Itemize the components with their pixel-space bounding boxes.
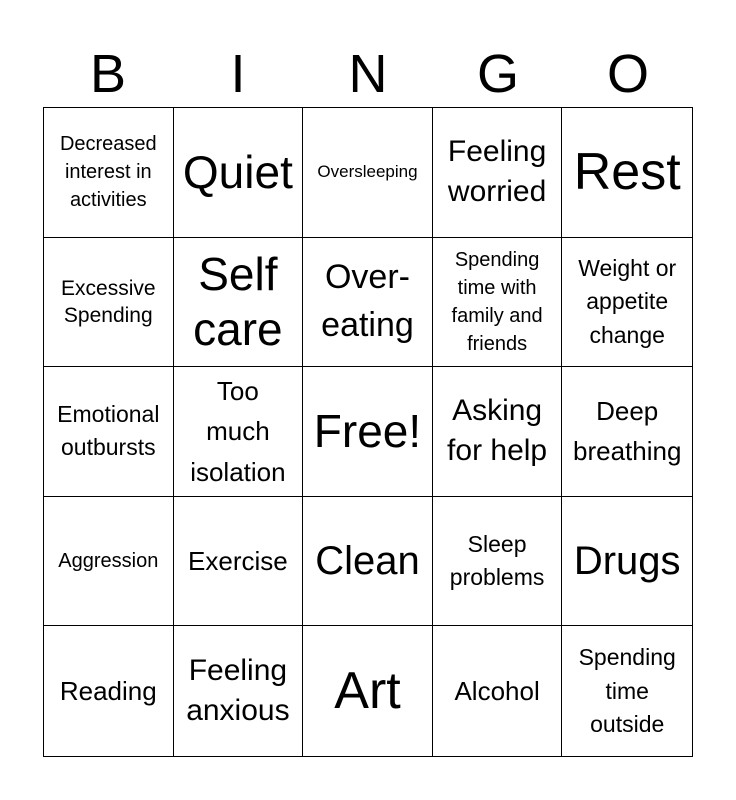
cell-label: Spending time with family and friends bbox=[451, 248, 543, 355]
bingo-cell-r4c5[interactable] bbox=[562, 497, 692, 627]
bingo-cell-r3c1[interactable] bbox=[44, 367, 174, 497]
bingo-cell-r5c3[interactable] bbox=[303, 626, 433, 756]
bingo-cell-r1c5[interactable] bbox=[562, 108, 692, 238]
bingo-cell-r4c4[interactable] bbox=[433, 497, 563, 627]
bingo-cell-r2c5[interactable] bbox=[562, 238, 692, 368]
header-letter-o: O bbox=[606, 44, 649, 104]
cell-label: Self care bbox=[193, 247, 283, 355]
bingo-cell-r5c2[interactable] bbox=[174, 626, 304, 756]
cell-label: Spending time outside bbox=[578, 644, 676, 737]
cell-label: Drugs bbox=[573, 539, 681, 584]
bingo-cell-r5c1[interactable] bbox=[44, 626, 174, 756]
cell-label: Rest bbox=[573, 143, 681, 202]
bingo-cell-r4c3[interactable] bbox=[303, 497, 433, 627]
cell-label: Reading bbox=[59, 676, 157, 707]
free-space[interactable] bbox=[303, 367, 433, 497]
cell-label: Exercise bbox=[188, 545, 288, 576]
bingo-board bbox=[43, 107, 693, 757]
bingo-header bbox=[43, 40, 693, 108]
cell-label: Asking for help bbox=[447, 393, 548, 468]
bingo-cell-r1c1[interactable] bbox=[44, 108, 174, 238]
cell-label: Weight or appetite change bbox=[578, 254, 677, 348]
cell-label: Excessive Spending bbox=[61, 276, 156, 327]
header-letter-b: B bbox=[89, 44, 127, 104]
bingo-cell-r4c2[interactable] bbox=[174, 497, 304, 627]
cell-label: Clean bbox=[315, 539, 420, 584]
bingo-cell-r2c1[interactable] bbox=[44, 238, 174, 368]
cell-label: Over- eating bbox=[321, 258, 414, 344]
bingo-cell-r3c2[interactable] bbox=[174, 367, 304, 497]
cell-label: Deep breathing bbox=[572, 396, 682, 467]
cell-label: Oversleeping bbox=[317, 162, 418, 182]
bingo-cell-r5c5[interactable] bbox=[562, 626, 692, 756]
header-letter-n: N bbox=[348, 44, 388, 104]
cell-label: Sleep problems bbox=[449, 530, 545, 591]
bingo-cell-r2c3[interactable] bbox=[303, 238, 433, 368]
cell-label: Art bbox=[334, 662, 401, 720]
bingo-cell-r2c4[interactable] bbox=[433, 238, 563, 368]
cell-label: Quiet bbox=[182, 145, 293, 198]
bingo-cell-r1c4[interactable] bbox=[433, 108, 563, 238]
cell-label: Decreased interest in activities bbox=[59, 133, 157, 212]
cell-label: Feeling anxious bbox=[186, 653, 290, 728]
header-letter-i: I bbox=[230, 44, 246, 104]
cell-label: Alcohol bbox=[454, 676, 540, 707]
cell-label: Feeling worried bbox=[447, 134, 547, 209]
bingo-cell-r3c5[interactable] bbox=[562, 367, 692, 497]
free-space-label: Free! bbox=[313, 404, 422, 457]
bingo-cell-r1c2[interactable] bbox=[174, 108, 304, 238]
bingo-cell-r3c4[interactable] bbox=[433, 367, 563, 497]
bingo-cell-r5c4[interactable] bbox=[433, 626, 563, 756]
bingo-cell-r1c3[interactable] bbox=[303, 108, 433, 238]
cell-label: Aggression bbox=[58, 550, 159, 573]
bingo-cell-r4c1[interactable] bbox=[44, 497, 174, 627]
header-letter-g: G bbox=[476, 44, 519, 104]
cell-label: Emotional outbursts bbox=[57, 401, 160, 461]
cell-label: Too much isolation bbox=[190, 376, 286, 487]
bingo-cell-r2c2[interactable] bbox=[174, 238, 304, 368]
